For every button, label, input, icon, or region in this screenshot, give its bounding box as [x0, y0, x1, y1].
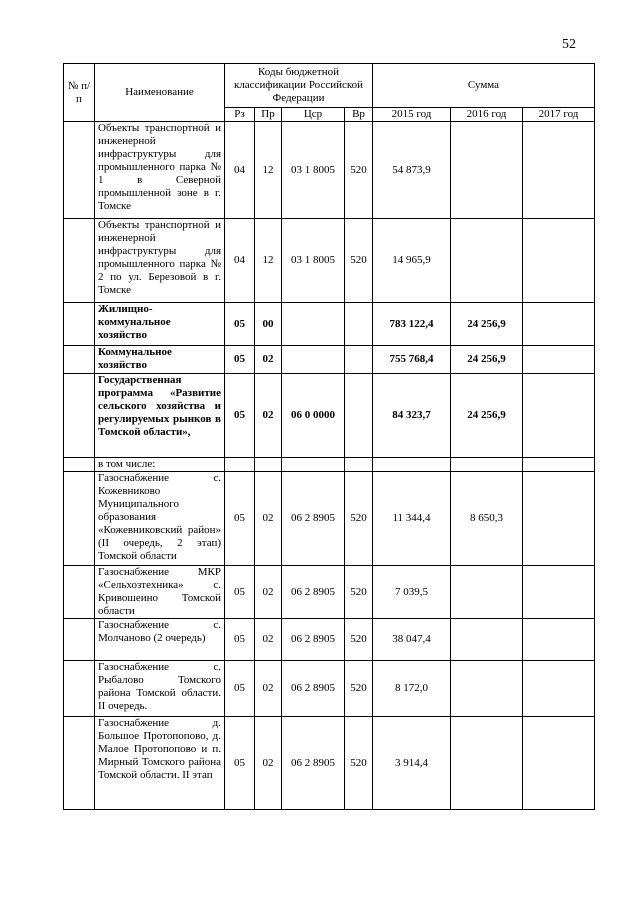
- cell-csr: 06 0 0000: [282, 374, 345, 458]
- cell-name: Жилищно-коммунальное хозяйство: [95, 303, 225, 346]
- cell-y2016: 8 650,3: [451, 472, 523, 566]
- cell-y2016: [451, 219, 523, 303]
- cell-vr: [345, 303, 373, 346]
- cell-csr: 03 1 8005: [282, 122, 345, 219]
- cell-num: [64, 303, 95, 346]
- cell-name: Газоснабжение МКР «Сельхозтехника» с. Кривошеино Томской области: [95, 566, 225, 619]
- cell-num: [64, 122, 95, 219]
- cell-csr: [282, 346, 345, 374]
- cell-vr: 520: [345, 122, 373, 219]
- cell-name: Объекты транспортной и инженерной инфраструктуры для промышленного парка № 1 в Северной промышленной зоне в г. Томске: [95, 122, 225, 219]
- table-row: [64, 458, 595, 472]
- header-sum: Сумма: [373, 64, 595, 108]
- cell-pr: 02: [255, 346, 282, 374]
- cell-pr: 12: [255, 122, 282, 219]
- cell-name: в том числе:: [95, 458, 225, 472]
- table-row: [64, 472, 595, 566]
- cell-vr: 520: [345, 219, 373, 303]
- cell-pr: [255, 458, 282, 472]
- header-2015: 2015 год: [373, 108, 451, 122]
- header-name: Наименование: [95, 64, 225, 122]
- table-row: [64, 619, 595, 661]
- cell-name: Коммунальное хозяйство: [95, 346, 225, 374]
- cell-y2017: [523, 566, 595, 619]
- cell-y2016: [451, 661, 523, 717]
- cell-num: [64, 566, 95, 619]
- cell-y2015: 783 122,4: [373, 303, 451, 346]
- header-2017: 2017 год: [523, 108, 595, 122]
- cell-vr: 520: [345, 661, 373, 717]
- header-2016: 2016 год: [451, 108, 523, 122]
- cell-csr: [282, 458, 345, 472]
- page-number: 52: [562, 37, 576, 52]
- cell-y2015: 38 047,4: [373, 619, 451, 661]
- cell-y2017: [523, 472, 595, 566]
- cell-num: [64, 374, 95, 458]
- cell-pr: 12: [255, 219, 282, 303]
- cell-csr: 03 1 8005: [282, 219, 345, 303]
- cell-csr: 06 2 8905: [282, 619, 345, 661]
- cell-rz: 05: [225, 472, 255, 566]
- cell-pr: 02: [255, 661, 282, 717]
- cell-y2016: [451, 566, 523, 619]
- cell-rz: [225, 458, 255, 472]
- cell-pr: 02: [255, 619, 282, 661]
- table-row: [64, 303, 595, 346]
- cell-num: [64, 346, 95, 374]
- cell-y2015: 54 873,9: [373, 122, 451, 219]
- cell-num: [64, 717, 95, 810]
- cell-y2016: [451, 619, 523, 661]
- header-csr: Цср: [282, 108, 345, 122]
- table-row: [64, 374, 595, 458]
- cell-name: Газоснабжение с. Рыбалово Томского района Томской области. II очередь.: [95, 661, 225, 717]
- cell-y2017: [523, 122, 595, 219]
- cell-rz: 05: [225, 303, 255, 346]
- cell-csr: 06 2 8905: [282, 661, 345, 717]
- table-row: [64, 346, 595, 374]
- header-pr: Пр: [255, 108, 282, 122]
- cell-y2015: 3 914,4: [373, 717, 451, 810]
- cell-y2017: [523, 346, 595, 374]
- cell-vr: 520: [345, 619, 373, 661]
- table-row: [64, 122, 595, 219]
- cell-y2016: [451, 458, 523, 472]
- cell-csr: [282, 303, 345, 346]
- table-row: [64, 566, 595, 619]
- cell-y2015: [373, 458, 451, 472]
- cell-name: Газоснабжение с. Кожевниково Муниципального образования «Кожевниковский район» (II очередь, 2 этап) Томской области: [95, 472, 225, 566]
- cell-y2015: 14 965,9: [373, 219, 451, 303]
- cell-rz: 05: [225, 374, 255, 458]
- cell-csr: 06 2 8905: [282, 717, 345, 810]
- cell-pr: 02: [255, 566, 282, 619]
- cell-rz: 05: [225, 717, 255, 810]
- cell-vr: 520: [345, 717, 373, 810]
- table-row: [64, 661, 595, 717]
- cell-rz: 04: [225, 122, 255, 219]
- cell-num: [64, 458, 95, 472]
- cell-pr: 02: [255, 374, 282, 458]
- cell-name: Объекты транспортной и инженерной инфраструктуры для промышленного парка № 2 по ул. Березовой в г. Томске: [95, 219, 225, 303]
- budget-table: [63, 63, 595, 810]
- cell-vr: [345, 374, 373, 458]
- cell-y2015: 8 172,0: [373, 661, 451, 717]
- cell-name: Газоснабжение с. Молчаново (2 очередь): [95, 619, 225, 661]
- cell-name: Государственная программа «Развитие сельского хозяйства и регулируемых рынков в Томской области»,: [95, 374, 225, 458]
- header-rz: Рз: [225, 108, 255, 122]
- cell-rz: 05: [225, 661, 255, 717]
- cell-pr: 02: [255, 717, 282, 810]
- cell-csr: 06 2 8905: [282, 566, 345, 619]
- header-codes: Коды бюджетной классификации Российской Федерации: [225, 64, 373, 108]
- cell-y2017: [523, 717, 595, 810]
- cell-y2017: [523, 661, 595, 717]
- cell-vr: [345, 346, 373, 374]
- cell-num: [64, 661, 95, 717]
- cell-y2015: 7 039,5: [373, 566, 451, 619]
- cell-y2017: [523, 303, 595, 346]
- cell-y2017: [523, 458, 595, 472]
- cell-rz: 05: [225, 346, 255, 374]
- cell-num: [64, 619, 95, 661]
- cell-pr: 00: [255, 303, 282, 346]
- cell-pr: 02: [255, 472, 282, 566]
- cell-y2015: 755 768,4: [373, 346, 451, 374]
- cell-y2015: 11 344,4: [373, 472, 451, 566]
- cell-y2016: [451, 717, 523, 810]
- cell-rz: 04: [225, 219, 255, 303]
- cell-y2016: 24 256,9: [451, 346, 523, 374]
- header-num: № п/п: [64, 64, 95, 122]
- table-row: [64, 717, 595, 810]
- cell-name: Газоснабжение д. Большое Протопопово, д. Малое Протопопово и п. Мирный Томского района Томской области. II этап: [95, 717, 225, 810]
- cell-vr: 520: [345, 472, 373, 566]
- cell-vr: [345, 458, 373, 472]
- header-vr: Вр: [345, 108, 373, 122]
- cell-rz: 05: [225, 619, 255, 661]
- cell-y2016: 24 256,9: [451, 303, 523, 346]
- cell-y2017: [523, 374, 595, 458]
- cell-rz: 05: [225, 566, 255, 619]
- table-row: [64, 219, 595, 303]
- cell-y2017: [523, 619, 595, 661]
- cell-csr: 06 2 8905: [282, 472, 345, 566]
- cell-y2016: 24 256,9: [451, 374, 523, 458]
- cell-num: [64, 219, 95, 303]
- cell-y2016: [451, 122, 523, 219]
- cell-y2015: 84 323,7: [373, 374, 451, 458]
- cell-num: [64, 472, 95, 566]
- cell-vr: 520: [345, 566, 373, 619]
- cell-y2017: [523, 219, 595, 303]
